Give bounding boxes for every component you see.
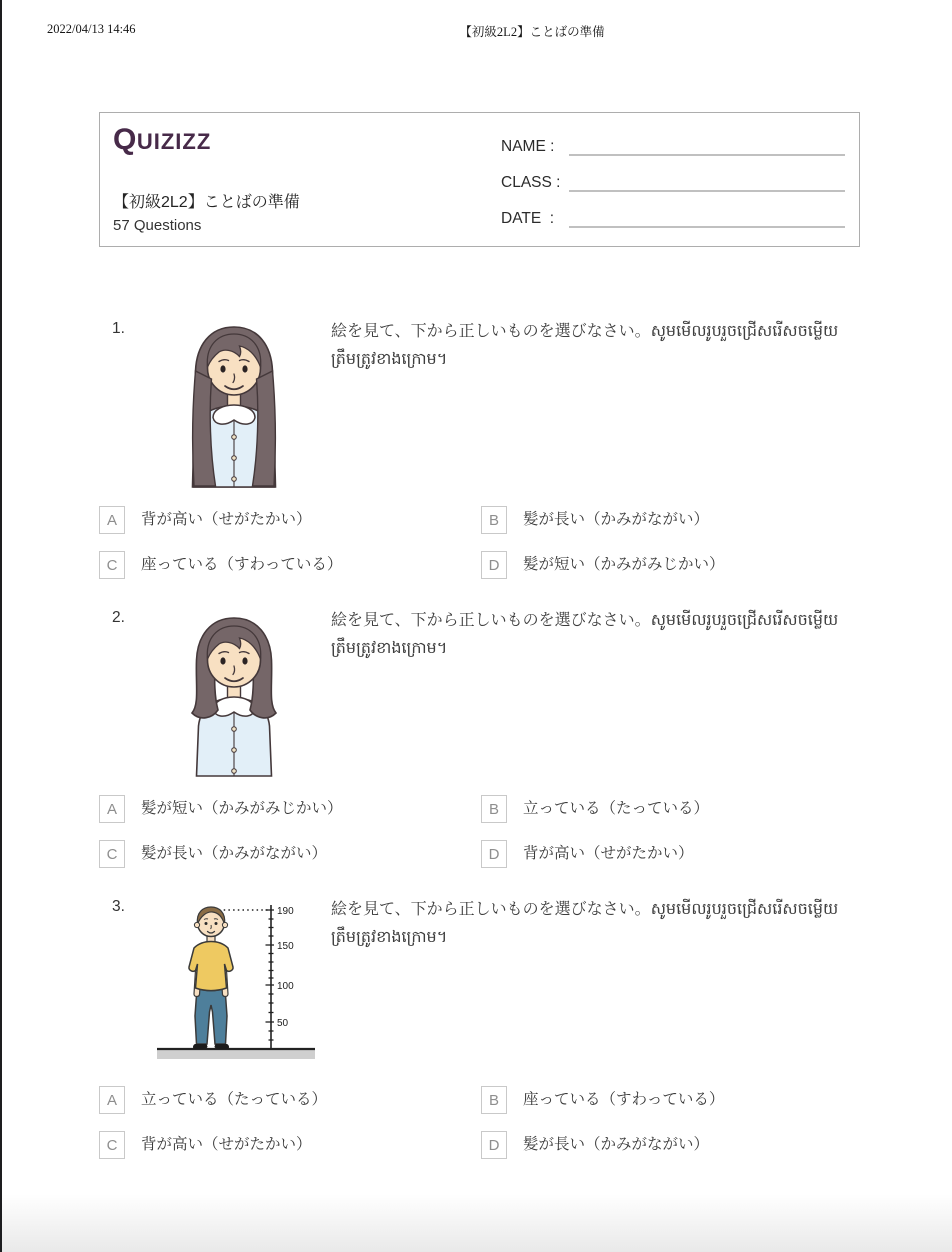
question-illustration — [149, 607, 331, 777]
option-text: 立っている（たっている） — [523, 800, 710, 817]
option-a — [99, 795, 481, 823]
name-field-row — [501, 132, 845, 156]
option-c — [99, 551, 481, 579]
question-2 — [99, 607, 860, 868]
option-letter-box: B — [481, 506, 507, 534]
quizizz-logo-text: UIZIZZ — [136, 129, 212, 154]
option-letter-box: C — [99, 1131, 125, 1159]
prompt-japanese: 絵を見て、下から正しいものを選びなさい。 — [331, 612, 651, 629]
question-number: 1. — [112, 320, 125, 337]
question-illustration — [149, 896, 331, 1068]
option-b — [481, 1086, 860, 1114]
question-number: 2. — [112, 609, 125, 626]
prompt-khmer: សូមមើលរូបរួចជ្រើសរើសចម្លើយត្រឹមត្រូវខាងក្រោម។ — [331, 323, 839, 368]
option-text: 背が高い（せがたかい） — [523, 845, 694, 862]
name-label: NAME : — [501, 138, 555, 155]
man-height-scale-illustration — [149, 896, 319, 1068]
option-letter-box: C — [99, 551, 125, 579]
option-letter-box: D — [481, 1131, 507, 1159]
prompt-khmer: សូមមើលរូបរួចជ្រើសរើសចម្លើយត្រឹមត្រូវខាងក្រោម។ — [331, 901, 839, 946]
option-text: 立っている（たっている） — [141, 1091, 328, 1108]
ground-strip — [157, 1050, 315, 1059]
question-1-options — [99, 506, 860, 579]
option-letter-box: A — [99, 506, 125, 534]
option-text: 座っている（すわっている） — [141, 556, 343, 573]
print-page-title: 【初級2L2】ことばの準備 — [459, 25, 605, 39]
class-field-row — [501, 168, 845, 192]
option-b — [481, 506, 860, 534]
woman-long-hair-illustration — [176, 321, 292, 488]
quizizz-logo — [113, 125, 300, 155]
question-3 — [99, 896, 860, 1159]
option-text: 髪が短い（かみがみじかい） — [523, 556, 725, 573]
page-bottom-fade — [2, 1194, 952, 1252]
print-timestamp: 2022/04/13 14:46 — [47, 22, 136, 36]
option-text: 髪が短い（かみがみじかい） — [141, 800, 343, 817]
question-1-row — [99, 318, 860, 488]
option-text: 背が高い（せがたかい） — [141, 511, 312, 528]
option-letter-box: B — [481, 1086, 507, 1114]
date-blank-line — [569, 208, 845, 228]
class-blank-line — [569, 172, 845, 192]
scale-label-100: 100 — [277, 981, 294, 992]
header-left — [113, 125, 300, 234]
option-a — [99, 506, 481, 534]
student-info-fields — [501, 125, 845, 234]
worksheet-header-box — [99, 112, 860, 247]
option-letter-box: A — [99, 1086, 125, 1114]
question-count: 57 Questions — [113, 217, 202, 234]
name-blank-line — [569, 136, 845, 156]
prompt-khmer: សូមមើលរូបរួចជ្រើសរើសចម្លើយត្រឹមត្រូវខាងក្រោម។ — [331, 612, 839, 657]
option-text: 背が高い（せがたかい） — [141, 1136, 312, 1153]
scale-label-190: 190 — [277, 906, 294, 917]
question-prompt — [331, 318, 860, 488]
option-letter-box: A — [99, 795, 125, 823]
option-letter-box: C — [99, 840, 125, 868]
option-letter-box: D — [481, 840, 507, 868]
option-letter-box: D — [481, 551, 507, 579]
prompt-japanese: 絵を見て、下から正しいものを選びなさい。 — [331, 901, 651, 918]
date-label: DATE : — [501, 210, 555, 227]
question-number: 3. — [112, 898, 125, 915]
option-d — [481, 1131, 860, 1159]
question-prompt — [331, 896, 860, 1068]
print-meta — [2, 22, 952, 40]
option-letter-box: B — [481, 795, 507, 823]
worksheet-page — [99, 112, 860, 1159]
option-text: 髪が長い（かみがながい） — [523, 1136, 710, 1153]
option-a — [99, 1086, 481, 1114]
option-text: 髪が長い（かみがながい） — [523, 511, 710, 528]
scale-label-150: 150 — [277, 941, 294, 952]
quiz-title-group — [113, 189, 300, 234]
option-b — [481, 795, 860, 823]
option-c — [99, 840, 481, 868]
question-illustration — [149, 318, 331, 488]
question-3-row — [99, 896, 860, 1068]
woman-short-hair-illustration — [176, 610, 292, 777]
prompt-japanese: 絵を見て、下から正しいものを選びなさい。 — [331, 323, 651, 340]
option-c — [99, 1131, 481, 1159]
question-2-row — [99, 607, 860, 777]
class-label: CLASS : — [501, 174, 561, 191]
quiz-title: 【初級2L2】ことばの準備 — [113, 194, 300, 211]
question-3-options — [99, 1086, 860, 1159]
option-d — [481, 551, 860, 579]
scale-label-50: 50 — [277, 1018, 289, 1029]
option-text: 座っている（すわっている） — [523, 1091, 725, 1108]
option-d — [481, 840, 860, 868]
option-text: 髪が長い（かみがながい） — [141, 845, 328, 862]
question-prompt — [331, 607, 860, 777]
question-1 — [99, 318, 860, 579]
question-2-options — [99, 795, 860, 868]
question-list — [99, 318, 860, 1159]
quizizz-logo-q: Q — [113, 123, 137, 156]
date-field-row — [501, 204, 845, 228]
